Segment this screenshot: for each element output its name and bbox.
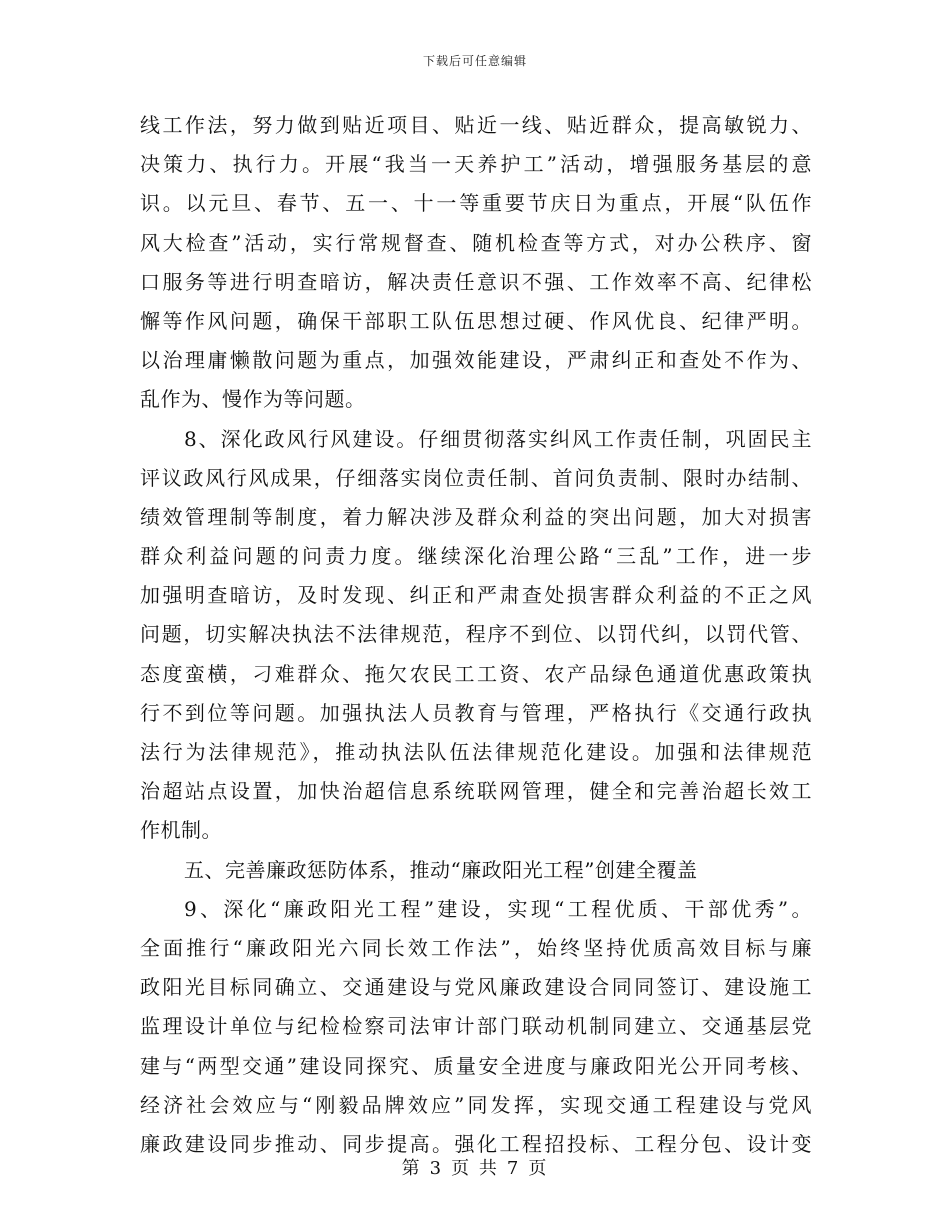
text-line: 法行为法律规范》，推动执法队伍法律规范化建设。加强和法律规范 (140, 740, 812, 764)
text-line: 风大检查”活动，实行常规督查、随机检查等方式，对办公秩序、窗 (140, 230, 812, 255)
text-line: 识。以元旦、春节、五一、十一等重要节庆日为重点，开展“队伍作 (140, 191, 812, 216)
text-line: 线工作法，努力做到贴近项目、贴近一线、贴近群众，提高敏锐力、 (140, 113, 812, 137)
footer-prefix: 第 (401, 1158, 422, 1179)
text-line: 作机制。 (140, 818, 222, 843)
body-text (140, 106, 812, 1164)
page-header: 下载后可任意编辑 (422, 54, 527, 68)
footer-suffix: 页 (528, 1158, 549, 1179)
text-line: 行不到位等问题。加强执法人员教育与管理，严格执行《交通行政执 (140, 700, 812, 725)
footer-total-pages: 7 (506, 1158, 521, 1179)
text-line: 9、深化“廉政阳光工程”建设，实现“工程优质、干部优秀”。 (184, 896, 812, 921)
text-line: 五、完善廉政惩防体系，推动“廉政阳光工程”创建全覆盖 (184, 857, 698, 882)
text-line: 经济社会效应与“刚毅品牌效应”同发挥，实现交通工程建设与党风 (140, 1092, 812, 1117)
text-line: 监理设计单位与纪检检察司法审计部门联动机制同建立、交通基层党 (140, 1014, 812, 1039)
text-line: 懈等作风问题，确保干部职工队伍思想过硬、作风优良、纪律严明。 (140, 308, 812, 333)
footer-page-number: 3 (429, 1158, 444, 1179)
text-line: 问题，切实解决执法不法律规范，程序不到位、以罚代纠，以罚代管、 (140, 622, 812, 647)
text-line: 以治理庸懒散问题为重点，加强效能建设，严肃纠正和查处不作为、 (140, 348, 812, 373)
text-line: 口服务等进行明查暗访，解决责任意识不强、工作效率不高、纪律松 (140, 269, 812, 294)
text-line: 政阳光目标同确立、交通建设与党风廉政建设合同同签订、建设施工 (140, 975, 812, 1000)
text-line: 8、深化政风行风建设。仔细贯彻落实纠风工作责任制，巩固民主 (184, 426, 812, 451)
text-line: 决策力、执行力。开展“我当一天养护工”活动，增强服务基层的意 (140, 152, 812, 177)
page-footer (0, 1154, 950, 1180)
text-line: 乱作为、慢作为等问题。 (140, 387, 366, 412)
text-line: 建与“两型交通”建设同探究、质量安全进度与廉政阳光公开同考核、 (140, 1053, 812, 1078)
text-line: 治超站点设置，加快治超信息系统联网管理，健全和完善治超长效工 (140, 779, 812, 804)
text-line: 评议政风行风成果，仔细落实岗位责任制、首问负责制、限时办结制、 (140, 465, 812, 490)
text-line: 加强明查暗访，及时发现、纠正和严肃查处损害群众利益的不正之风 (140, 583, 812, 608)
text-line: 态度蛮横，刁难群众、拖欠农民工工资、农产品绿色通道优惠政策执 (140, 661, 812, 686)
footer-middle: 页 共 (451, 1158, 499, 1179)
text-line: 绩效管理制等制度，着力解决涉及群众利益的突出问题，加大对损害 (140, 504, 812, 529)
text-line: 群众利益问题的问责力度。继续深化治理公路“三乱”工作，进一步 (140, 544, 812, 569)
text-line: 廉政建设同步推动、同步提高。强化工程招投标、工程分包、设计变 (140, 1131, 812, 1156)
text-line: 全面推行“廉政阳光六同长效工作法”，始终坚持优质高效目标与廉 (140, 935, 812, 960)
